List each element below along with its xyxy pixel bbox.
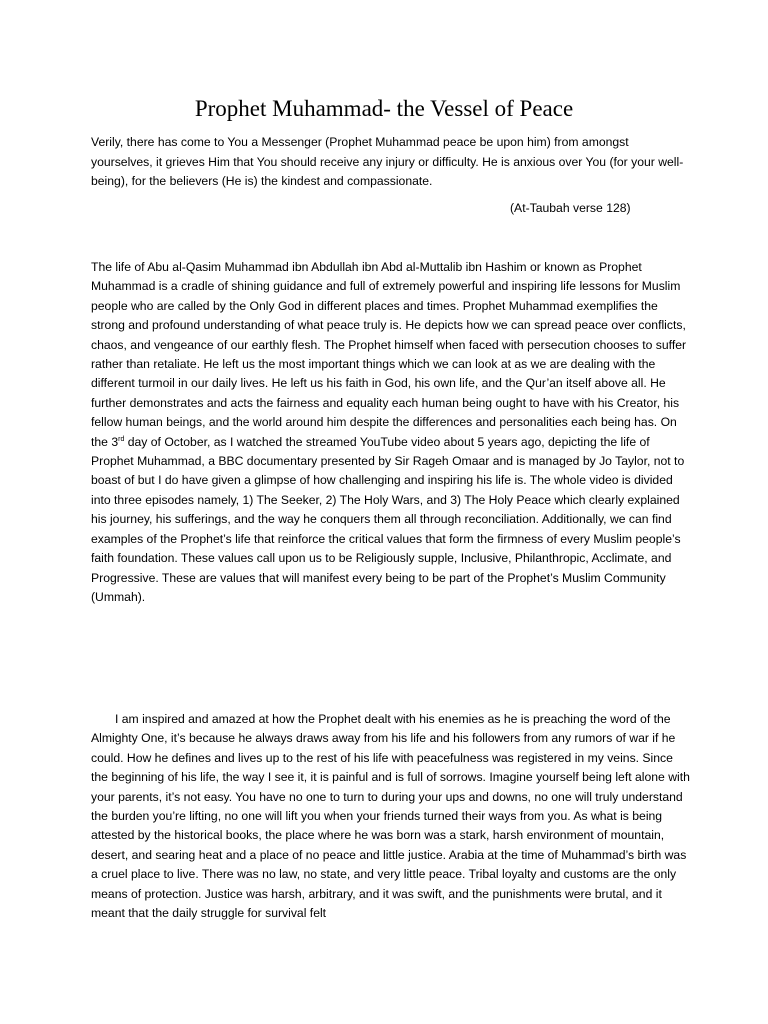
epigraph-citation: (At-Taubah verse 128)	[510, 201, 631, 215]
epigraph-quote: Verily, there has come to You a Messenger (Prophet Muhammad peace be upon him) from amongst yourselves, it grieves Him that You should receive any injury or difficulty. He is anxious over You (for your well-being), for the believers (He is) the kindest and compassionate.	[91, 135, 684, 189]
body-paragraph-1	[91, 258, 691, 607]
page-title: Prophet Muhammad- the Vessel of Peace	[194, 96, 574, 121]
paragraph-1-text-start: The life of Abu al-Qasim Muhammad ibn Abdullah ibn Abd al-Muttalib ibn Hashim or known as Prophet Muhammad is a cradle of shining guidance and full of extremely powerful and inspiring life lessons for Muslim people who are called by the Only God in different places and times. Prophet Muhammad exemplifies the strong and profound understanding of what peace truly is. He depicts how we can spread peace over conflicts, chaos, and vengeance of our earthly flesh. The Prophet himself when faced with persecution chooses to suffer rather than retaliate. He left us the most important things which we can look at as we are dealing with the different turmoil in our daily lives. He left us his faith in God, his own life, and the Qur’an itself above all. He further demonstrates and acts the fairness and equality each human being ought to have with his Creator, his fellow human beings, and the world around him despite the differences and personalities each being has. On the 3	[91, 260, 687, 449]
paragraph-1-text-end: day of October, as I watched the streamed YouTube video about 5 years ago, depicting the life of Prophet Muhammad, a BBC documentary presented by Sir Rageh Omaar and is managed by Jo Taylor, not to boast of but I do have given a glimpse of how challenging and inspiring his life is. The whole video is divided into three episodes namely, 1) The Seeker, 2) The Holy Wars, and 3) The Holy Peace which clearly explained his journey, his sufferings, and the way he conquers them all through reconciliation. Additionally, we can find examples of the Prophet’s life that reinforce the critical values that form the firmness of every Muslim people’s faith foundation. These values call upon us to be Religiously supple, Inclusive, Philanthropic, Acclimate, and Progressive. These are values that will manifest every being to be part of the Prophet’s Muslim Community (Ummah).	[91, 434, 685, 604]
ordinal-suffix: rd	[118, 435, 125, 443]
body-paragraph-2: I am inspired and amazed at how the Prophet dealt with his enemies as he is preaching the word of the Almighty One, it’s because he always draws away from his life and his followers from any rumors of war if he could. How he defines and lives up to the rest of his life with peacefulness was registered in my veins. Since the beginning of his life, the way I see it, it is painful and is full of sorrows. Imagine yourself being left alone with your parents, it’s not easy. You have no one to turn to during your ups and downs, no one will truly understand the burden you’re lifting, no one will lift you when your friends turned their ways from you. As what is being attested by the historical books, the place where he was born was a stark, harsh environment of mountain, desert, and searing heat and a place of no peace and little justice. Arabia at the time of Muhammad’s birth was a cruel place to live. There was no law, no state, and very little peace. Tribal loyalty and customs are the only means of protection. Justice was harsh, arbitrary, and it was swift, and the punishments were brutal, and it meant that the daily struggle for survival felt	[91, 712, 690, 921]
